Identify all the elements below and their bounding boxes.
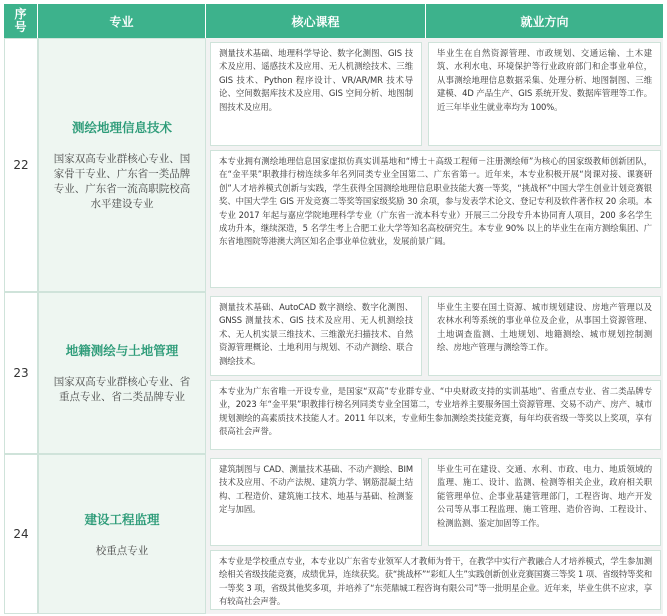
header-jobs: 就业方向	[426, 4, 663, 38]
table-row	[4, 38, 663, 292]
intro-text: 本专业为广东省唯一开设专业，是国家“双高”专业群专业、“中央财政支持的实训基地”、省重点专业、省二类品牌专业，2023 年“金平果”职教排行榜名列同类专业全国第二，专业培养主要服务国土资源管理、交易不动产、房产、城市规划测绘的高素质技术技能人才。2011 年以来，专业师生参加测绘类技能竞赛，每年均获省级一等奖以上奖项，享有很高社会声誉。	[210, 380, 661, 450]
courses-text: 建筑制图与 CAD、测量技术基础、不动产测绘、BIM 技术及应用、不动产法规、建筑力学、钢筋混凝土结构、工程造价、建筑施工技术、地基与基础、检测鉴定与加固。	[210, 458, 422, 546]
major-cell	[38, 454, 206, 614]
major-name: 地籍测绘与土地管理	[65, 343, 179, 358]
header-seq-line1: 序	[14, 7, 27, 21]
major-desc: 校重点专业	[95, 544, 149, 557]
jobs-text: 毕业生可在建设、交通、水利、市政、电力、地质领域的监理、施工、设计、监测、检测等相关企业，政府相关职能管理单位、企事业基建管理部门，工程咨询、地产开发公司等从事工程监理、施工管理、造价咨询、工程设计、检测监测、鉴定加固等工作。	[428, 458, 661, 546]
major-cell	[38, 292, 206, 454]
header-seq-line2: 号	[14, 20, 27, 34]
table-row	[4, 292, 663, 454]
major-desc: 国家双高专业群核心专业、省重点专业、省二类品牌专业	[53, 376, 191, 403]
table-row	[4, 454, 663, 614]
intro-text: 本专业拥有测绘地理信息国家虚拟仿真实训基地和“博士＋高级工程师－注册测绘师”为核心的国家级教师创新团队，在“金平果”职教排行榜连续多年名列同类专业全国第二、广东省第一。近年来，本专业积极开展“岗课对接、课赛研创”人才培养模式创新与实践，学生获得全国测绘地理信息职业技能大赛一等奖，“挑战杯”中国大学生创业计划竞赛银奖、中国大学生 GIS 开发竞赛二等奖等国家级奖励 30 余项，参与发表学术论文、登记专利及软件著作权 20 余项。本专业 2017 年起与嘉应学院地理科学专业（广东省一流本科专业）开展三二分段专升本协同育人项目，200 多名学生成功升本，继续深造，5 名学生考上合肥工业大学等知名高校研究生。本专业 90% 以上的毕业生在南方测绘集团、广东省地图院等港澳大湾区知名企事业单位就业，发展前景广阔。	[210, 150, 661, 288]
header-courses: 核心课程	[206, 4, 426, 38]
major-cell	[38, 38, 206, 292]
jobs-text: 毕业生在自然资源管理、市政规划、交通运输、土木建筑、水利水电、环境保护等行业政府部门和企事业单位，从事测绘地理信息数据采集、处理分析、地图制图、三维建模、4D 产品生产、GIS 系统开发、数据库管理等工作。近三年毕业生就业率均为 100%。	[428, 42, 661, 146]
majors-table	[4, 4, 663, 614]
major-name: 建设工程监理	[84, 511, 160, 527]
row-seq: 22	[4, 38, 38, 292]
row-seq: 24	[4, 454, 38, 614]
major-desc: 国家双高专业群核心专业、国家骨干专业、广东省一类品牌专业、广东省一流高职院校高水平建设专业	[53, 153, 191, 210]
jobs-text: 毕业生主要在国土资源、城市规划建设、房地产管理以及农林水利等系统的事业单位及企业，从事国土资源管理、土地调查监测、土地规划、地籍测绘、城市规划控制测绘、房地产管理与测绘等工作。	[428, 296, 661, 376]
major-name: 测绘地理信息技术	[71, 120, 172, 135]
courses-text: 测量技术基础、AutoCAD 数字测绘、数字化测图、GNSS 测量技术、GIS 技术及应用、无人机测绘技术、无人机实景三维技术、三维激光扫描技术、自然资源管理概论、土地利用与规划、不动产测绘、联合测绘技术。	[210, 296, 422, 376]
header-major: 专业	[38, 4, 206, 38]
header-seq	[4, 4, 38, 38]
row-seq: 23	[4, 292, 38, 454]
courses-text: 测量技术基础、地理科学导论、数字化测图、GIS 技术及应用、遥感技术及应用、无人机测绘技术、三维 GIS 技术、Python 程序设计、VR/AR/MR 技术导论、空间数据库技术及应用、GIS 空间分析、地图制图技术及应用。	[210, 42, 422, 146]
intro-text: 本专业是学校重点专业，本专业以广东省专业领军人才教师为骨干，在教学中实行产教融合人才培养模式，学生参加测绘相关省级技能竞赛，成绩优异，连续获奖。获“挑战杯”“彩虹人生”实践创新创业竞赛国赛三等奖 1 项、省级特等奖和一等奖 3 项，省级其他奖多项，并培养了“东莞鼎城工程咨询有限公司”等一批明星企业。近年来，毕业生供不应求，享有较高社会声誉。	[210, 550, 661, 610]
